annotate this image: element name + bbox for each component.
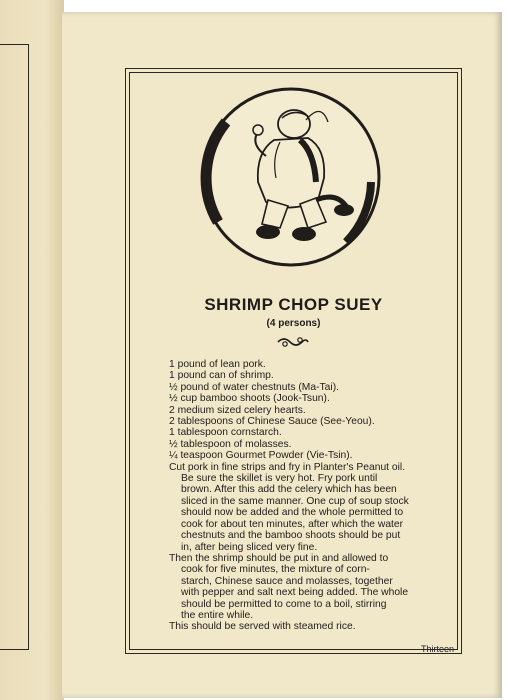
instruction-line: cook for about ten minutes, after which the water (181, 518, 404, 530)
facing-page (0, 0, 64, 700)
instruction-line: This should be served with steamed rice. (169, 621, 356, 633)
instruction-line: brown. After this add the celery which has been (181, 484, 397, 496)
instruction-line: sliced in the same manner. One cup of soup stock (181, 495, 409, 507)
ingredient-line: ½ tablespoon of molasses. (169, 438, 292, 450)
book-page (62, 12, 502, 698)
instruction-line: should be permitted to come to a boil, stirring (181, 598, 387, 610)
instruction-line: cook for five minutes, the mixture of corn- (181, 564, 370, 576)
ingredient-line: 1 tablespoon cornstarch. (169, 427, 282, 439)
ingredient-line: ½ pound of water chestnuts (Ma-Tai). (169, 381, 339, 393)
ingredient-line: 1 pound of lean pork. (169, 359, 266, 370)
ornament-flourish (276, 335, 310, 349)
recipe-text (169, 359, 439, 633)
instruction-line: with pepper and salt next being added. The whole (181, 587, 409, 599)
instruction-line: should now be added and the whole permitted to (181, 507, 404, 519)
ingredient-line: ½ cup bamboo shoots (Jook-Tsun). (169, 393, 330, 405)
instruction-line: Then the shrimp should be put in and allowed to (169, 552, 389, 564)
instruction-line: starch, Chinese sauce and molasses, together (181, 575, 393, 587)
instruction-line: in, after being sliced very fine. (181, 541, 318, 553)
instruction-line: Be sure the skillet is very hot. Fry pork until (181, 473, 378, 485)
instruction-line: Cut pork in fine strips and fry in Planter's Peanut oil. (169, 461, 406, 473)
ingredient-line: 2 medium sized celery hearts. (169, 404, 306, 416)
recipe-servings: (4 persons) (266, 318, 321, 329)
ingredient-line: ¼ teaspoon Gourmet Powder (Vie-Tsin). (169, 450, 353, 462)
facing-page-border (0, 44, 29, 650)
chef-illustration (196, 82, 386, 272)
ingredient-line: 1 pound can of shrimp. (169, 370, 274, 382)
instruction-line: the entire while. (181, 609, 254, 621)
instruction-line: chestnuts and the bamboo shoots should be put (181, 530, 401, 542)
page-number: Thirteen (420, 644, 454, 654)
recipe-title: SHRIMP CHOP SUEY (204, 295, 383, 314)
ingredient-line: 2 tablespoons of Chinese Sauce (See-Yeou). (169, 416, 375, 428)
